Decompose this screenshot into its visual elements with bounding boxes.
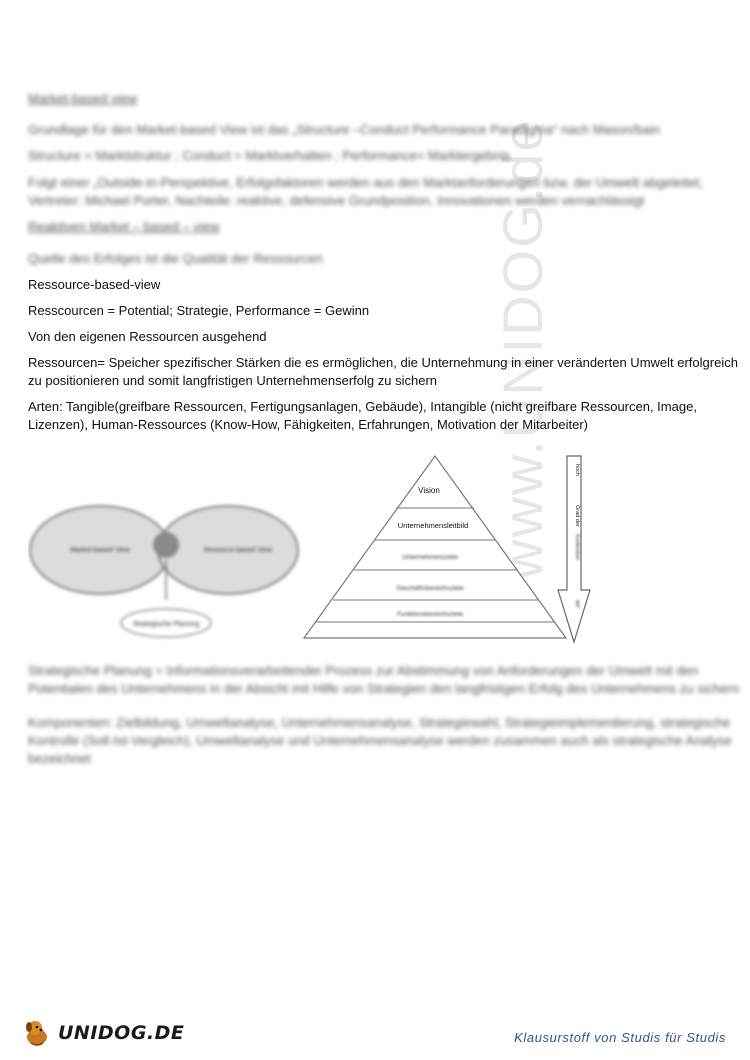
footer-logo xyxy=(22,1018,184,1048)
blurred-paragraph-4: Quelle des Erfolges ist die Qualität der Ressourcen xyxy=(28,251,323,266)
venn-right-label: Resource-based View xyxy=(203,547,273,554)
text-resources-potential: Resscourcen = Potential; Strategie, Performance = Gewinn xyxy=(28,303,370,318)
concretion-arrow xyxy=(558,456,590,642)
text-resources-definition: Ressourcen= Speicher spezifischer Stärken die es ermöglichen, die Unternehmung in einer veränderten Umwelt erfolgreich zu positionieren und somit langfristigen Unternehmenserfolg zu sichern xyxy=(28,355,738,388)
venn-center-circle xyxy=(153,532,179,558)
dog-icon xyxy=(22,1018,52,1048)
text-own-resources: Von den eigenen Ressourcen ausgehend xyxy=(28,329,267,344)
heading-reaktiven: Reaktiven Market – based – view xyxy=(28,219,220,234)
arrow-label-top: hoch xyxy=(574,464,580,476)
arrow-label-mid: Grad der xyxy=(574,505,580,527)
blurred-paragraph-3: Folgt einer „Outside-in-Perspektive, Erfolgsfaktoren werden aus den Marktanforderungen bzw. der Umwelt abgeleitet, Vertreter: Michael Porter, Nachteile: reaktive, defensive Grundposition, Innovationen werden vernachlässigt xyxy=(28,175,703,208)
pyramid-level-4: Geschäftsbereichsziele xyxy=(396,585,464,592)
venn-bottom-label: Strategische Planung xyxy=(132,621,200,628)
heading-market-based-view: Market-based view xyxy=(28,91,138,106)
blurred-paragraph-2: Structure = Marktstruktur ; Conduct = Marktverhalten ; Performance= Marktergebnis xyxy=(28,148,511,163)
blurred-paragraph-1: Grundlage für den Market-based View ist das „Structure –Conduct Performance Paradigma“ nach Mason/bain xyxy=(28,122,661,137)
text-resource-types: Arten: Tangible(greifbare Ressourcen, Fertigungsanlagen, Gebäude), Intangible (nicht greifbare Ressourcen, Image, Lizenzen), Human-Ressources (Know-How, Fähigkeiten, Erfahrungen, Motivation der Mitarbeiter) xyxy=(28,399,697,432)
blurred-paragraph-6: Komponenten: Zielbildung, Umweltanalyse, Unternehmensanalyse, Strategiewahl, Strategieimplementierung, strategische Kontrolle (Soll-Ist-Vergleich), Umweltanalyse und Unternehmensanalyse werden zusammen auch als strategische Analyse bezeichnet xyxy=(28,715,732,766)
watermark-text: www.UNIDOG.de xyxy=(491,118,554,580)
arrow-label-mid2: Konkretion xyxy=(574,534,580,561)
venn-left-label: Market-based View xyxy=(70,547,130,554)
pyramid-level-5: Funktionsbereichsziele xyxy=(396,611,464,618)
venn-diagram xyxy=(28,500,313,645)
text-resource-based-view: Ressource-based-view xyxy=(28,277,161,292)
blurred-paragraph-5: Strategische Planung = Informationsverarbeitender Prozess zur Abstimmung von Anforderungen der Umwelt mit den Potentialen des Unternehmens in der Absicht mit Hilfe von Strategien den langfristigen Erfolg des Unternehmens zu sichern xyxy=(28,663,740,696)
pyramid-level-vision: Vision xyxy=(418,486,440,495)
pyramid-level-3: Unternehmensziele xyxy=(401,554,459,561)
pyramid-diagram xyxy=(300,450,605,650)
footer-tagline: Klausurstoff von Studis für Studis xyxy=(514,1030,726,1045)
pyramid-level-leitbild: Unternehmensleitbild xyxy=(397,521,469,530)
logo-text: UNIDOG.DE xyxy=(58,1022,185,1044)
arrow-label-bottom: tief xyxy=(574,600,580,608)
